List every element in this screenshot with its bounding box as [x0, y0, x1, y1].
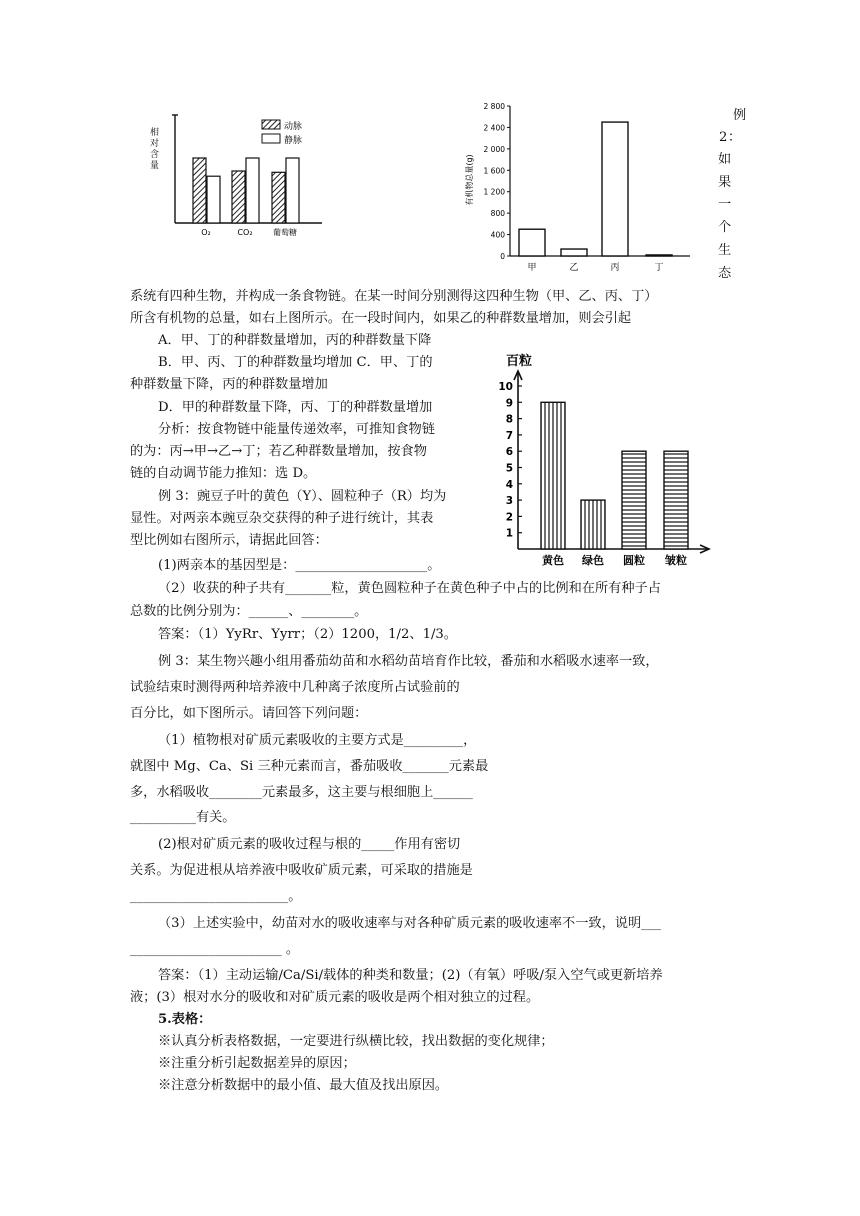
legend-swatch-vein	[262, 134, 280, 143]
text-line: 种群数量下降，丙的种群数量增加	[130, 377, 328, 392]
category-label: 绿色	[582, 554, 604, 567]
category-label: 黄色	[542, 554, 564, 567]
text-line: 关系。为促进根从培养液中吸收矿质元素，可采取的措施是	[130, 863, 473, 878]
bar	[581, 500, 605, 549]
answer-line: 答案：（1）YyRr、Yyrr；（2）1200，1/2、1/3。	[158, 627, 457, 642]
bar	[193, 158, 206, 223]
text-line: __________有关。	[130, 810, 236, 825]
question-2: （2）收获的种子共有_______粒，黄色圆粒种子在黄色种子中占的比例和在所有种子占	[158, 581, 661, 596]
tip-line: ※注意分析数据中的最小值、最大值及找出原因。	[158, 1078, 449, 1093]
tip-line: ※注重分析引起数据差异的原因；	[158, 1056, 356, 1071]
vertical-char: 如	[718, 152, 732, 167]
bar	[541, 402, 565, 549]
text-line: 的为：丙→甲→乙→丁；若乙种群数量增加，按食物	[130, 444, 427, 459]
text-line: 百分比，如下图所示。请回答下列问题：	[130, 706, 368, 721]
bar	[561, 249, 587, 256]
bar	[246, 158, 259, 223]
y-tick-label: 2 000	[483, 144, 505, 154]
vertical-char: 2	[719, 130, 728, 145]
chart-organic-matter	[462, 98, 697, 276]
bar	[519, 229, 545, 256]
y-tick-label: 9	[505, 397, 513, 410]
chart-blood-content	[150, 105, 330, 240]
y-tick-label: 1 200	[483, 187, 505, 197]
question-1: (1)两亲本的基因型是：____________________。	[158, 558, 441, 573]
y-tick-label: 0	[500, 252, 505, 261]
y-tick-label: 3	[505, 495, 513, 508]
y-tick-label: 2 800	[483, 102, 505, 111]
text-line: 多，水稻吸收________元素最多，这主要与根细胞上______	[130, 785, 473, 800]
category-label: 圆粒	[623, 554, 645, 567]
example3b-intro: 例 3：某生物兴趣小组用番茄幼苗和水稻幼苗培育作比较，番茄和水稻吸水速率一致，	[158, 654, 659, 669]
chart-seed-counts	[488, 345, 716, 570]
y-axis-label: 有机物总量(g)	[465, 154, 474, 206]
text-line: 就图中 Mg、Ca、Si 三种元素而言，番茄吸收_______元素最	[130, 759, 489, 774]
y-tick-label: 1	[505, 527, 513, 540]
y-tick-label: 8	[505, 413, 513, 426]
bar	[646, 255, 672, 256]
vertical-char: ：	[728, 130, 742, 145]
y-tick-label: 400	[490, 230, 505, 240]
text-line: ________________________。	[130, 889, 302, 904]
category-label: 甲	[527, 263, 537, 273]
y-tick-label: 1 600	[483, 166, 505, 176]
bar	[286, 158, 299, 223]
option-a: A．甲、丁的种群数量增加，丙的种群数量下降	[158, 333, 432, 348]
y-tick-label: 4	[505, 478, 513, 491]
text-line: 总数的比例分别为：______、________。	[130, 604, 368, 619]
category-label: 丁	[654, 263, 664, 273]
y-tick-label: 800	[490, 209, 505, 219]
y-tick-label: 5	[505, 462, 513, 475]
example3-intro: 例 3：豌豆子叶的黄色（Y）、圆粒种子（R）均为	[158, 489, 447, 504]
vertical-char: 果	[718, 174, 732, 190]
option-b-c: B．甲、丙、丁的种群数量均增加 C．甲、丁的	[158, 355, 433, 370]
text-line: 所含有机物的总量，如右上图所示。在一段时间内，如果乙的种群数量增加，则会引起	[130, 311, 632, 326]
category-label: 葡萄糖	[273, 228, 297, 237]
question-2: (2)根对矿质元素的吸收过程与根的_____作用有密切	[158, 837, 461, 852]
question-1: （1）植物根对矿质元素吸收的主要方式是_________，	[158, 733, 477, 748]
vertical-char: 一	[718, 197, 732, 213]
question-3: （3）上述实验中，幼苗对水的吸收速率与对各种矿质元素的吸收速率不一致，说明___	[158, 916, 661, 931]
bar	[272, 172, 285, 223]
text-line: 液；(3）根对水分的吸收和对矿质元素的吸收是两个相对独立的过程。	[130, 990, 540, 1005]
vertical-char: 生	[718, 242, 732, 258]
bar	[232, 171, 245, 223]
text-line: 链的自动调节能力推知：选 D。	[130, 466, 317, 481]
legend-label: 动脉	[284, 122, 303, 132]
category-label: O₂	[201, 228, 211, 237]
bar	[602, 122, 628, 256]
y-tick-label: 2	[505, 511, 513, 524]
text-line: 试验结束时测得两种培养液中几种离子浓度所占试验前的	[130, 680, 460, 695]
text-line: _______________________ 。	[130, 942, 300, 957]
text-line: 系统有四种生物，并构成一条食物链。在某一时间分别测得这四种生物（甲、乙、丙、丁）	[130, 289, 658, 304]
y-axis-label: 百粒	[506, 354, 533, 369]
tip-line: ※认真分析表格数据，一定要进行纵横比较，找出数据的变化规律；	[158, 1034, 554, 1049]
legend-swatch-artery	[262, 120, 280, 129]
vertical-char: 个	[718, 220, 732, 236]
text-line: 显性。对两亲本豌豆杂交获得的种子进行统计，其表	[130, 511, 434, 526]
category-label: 丙	[610, 263, 620, 273]
legend-label: 静脉	[284, 136, 303, 146]
y-tick-label: 10	[498, 381, 513, 393]
y-tick-label: 7	[505, 429, 513, 442]
category-label: CO₂	[237, 228, 253, 237]
y-tick-label: 2 400	[483, 123, 505, 133]
answer-line: 答案：（1）主动运输/Ca/Si/载体的种类和数量；(2)（有氧）呼吸/泵入空气或更新培养	[158, 968, 663, 983]
y-tick-label: 6	[505, 446, 513, 459]
option-d: D．甲的种群数量下降，丙、丁的种群数量增加	[158, 400, 433, 415]
vertical-char: 态	[718, 265, 732, 281]
section-heading: 5.表格：	[158, 1012, 212, 1027]
bar	[622, 451, 646, 549]
category-label: 乙	[569, 263, 579, 273]
chart1-ylabel: 相对含量	[150, 128, 160, 171]
text-line: 型比例如右图所示，请据此回答：	[130, 533, 328, 548]
bar	[664, 451, 688, 549]
analysis-line: 分析：按食物链中能量传递效率，可推知食物链	[158, 422, 435, 437]
category-label: 皱粒	[665, 554, 687, 567]
bar	[207, 176, 220, 223]
vertical-char: 例	[733, 108, 747, 123]
